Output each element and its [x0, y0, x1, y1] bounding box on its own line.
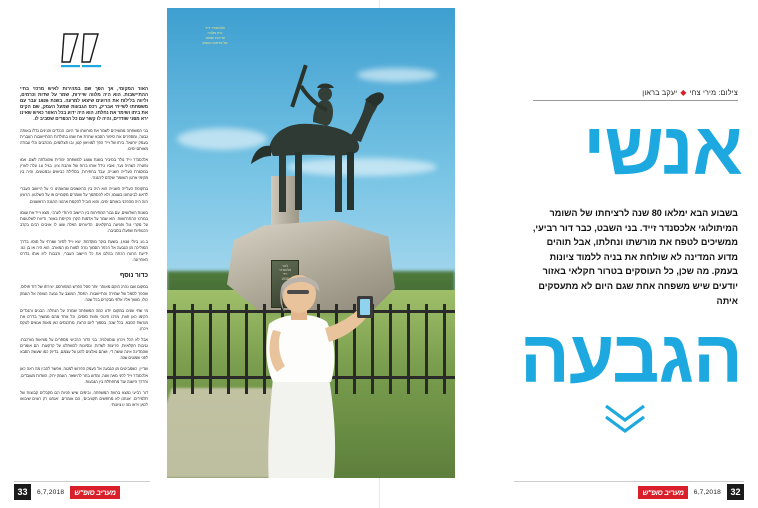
page-number: 32: [727, 484, 744, 500]
body-paragraph: בתקופת העלייה השנייה הוא היה בין הראשונים שהאמינו כי על היישוב העברי לדאוג לביטחונו בעצמו, ולא להסתמך על שומרים מקומיים או על השלטון. הרעיון הזה היה מהפכני באותם ימים, והוא הוביל להקמת ארגוני ההגנה הראשונים.: [20, 186, 148, 204]
fence-picket: [191, 304, 194, 394]
page-title-second-line: הגבעה: [519, 315, 742, 398]
issue-date: 6,7,2018: [693, 488, 721, 496]
plaque-text: לזכר אלכסנדר זייד 1938: [278, 264, 292, 281]
body-paragraph: אלכסנדר זייד נולד בסיביר בשנת 1886 למשפחה יהודית שהוגלתה לשם. אמו נפטרה כשהיה נער, ואביו גידל אותו ברוח של אהבת ציון. בגיל 18 עלה לארץ במסגרת העלייה השנייה, עבד בחפירות, בסלילת כבישים ובמטעים, והיה בין מקימי ארגון 'השומר' שקדם ל'הגנה'.: [20, 156, 149, 181]
page-title: אנשי: [583, 107, 742, 190]
footer-divider: [14, 481, 150, 482]
body-paragraph: בשנות השלושים, עם גבור המתיחות בין היישוב היהודי לערבי, מצא זייד את עצמו במרכז ההתרחשות. הוא שמר על אדמות הקרן הקיימת באזור, ודיווח לשלטונות על מקרי גזל ופגיעה בחקלאים. הדיווחים האלה עשו לו אויבים רבים בקרב הכנופיות שפעלו בסביבה.: [20, 209, 148, 233]
body-paragraph: ועדיין, כשמביטים מן הגבעה אל העמק הפרוש למטה, אפשר להבין מה ראה כאן אלכסנדר זייד לפני מאה שנה, ומדוע בחר להישאר. העמק ירוק, השדות מעובדים, והדרך הישנה עוד מתפתלת בין הגבעות.: [20, 366, 148, 384]
body-paragraph: במקום שבו נהרג הוקם מאוחר יותר פסל הפרש המפורסם, יצירתו של דוד פולוס, שהפך לסמל של שמירה והתיישבות. הפסל, המוצב על גבעה הצופה אל העמק כולו, מושך אליו אלפי מבקרים בכל שנה.: [20, 284, 148, 302]
fence-picket: [209, 304, 212, 394]
body-paragraph: דור רביעי נמצא בחוות המשפחה, ובימים שיש פניות הם מקבלים קבוצות של תלמידים. 'אנחנו לא מחפשים תקציבים', הם אומרים. 'אנחנו רק רוצים שיבואו לכאן ויראו מה זו ציונות'.: [20, 389, 148, 407]
section-subhead: כדור נוסף: [119, 272, 148, 280]
page-number: 33: [14, 484, 31, 500]
fence-picket: [389, 304, 392, 394]
photo-caption: אלכסנדר זייד היה מלווה שיירות ושומר על אדמות העמק: [202, 26, 228, 45]
fence-picket: [425, 304, 428, 394]
issue-date: 6,7,2018: [37, 488, 65, 496]
body-paragraph: האור המקומי, אך הפך שם במהירות לאיש מרכזי בחיי ההתיישבות. הוא היה מלווה שיירות, שמר על שדות וכרמים, וליווה בלילות את הרועים שיצאו למרעה. בשנת 1926 עבר עם משפחתו לשייח' אבריק, רכס הגבעות שמעל העמק, שם הקים את ביתו ושימר את נחלתו. הוא היה ידוע בכל האזור כאיש שאינו ירא מפני שודדים, והיה לו קשר עם כל הכפרים שסביב לו.: [20, 86, 148, 122]
body-paragraph: אבל לא הכל זיכרון ונוסטלגיה. בני הדור הרביעי מספרים על מציאות מורכבת: גניבות חקלאיות, פריצות לשדות, ונסיונות להשתלט על קרקעות. הם אומרים שהמדינה אינה עושה די, ושהם נאלצים להגן על עצמם, בדיוק כמו שעשה הסבא לפני שמונים שנה.: [20, 337, 148, 361]
magazine-logo: מעריב סופ"ש: [70, 486, 119, 499]
equestrian-statue: [239, 52, 389, 228]
fence-picket: [443, 304, 446, 394]
body-paragraph: ב-10 ביולי 1938, בשעת בוקר מוקדמת, יצא זייד לסיור שגרתי על סוסו. בדרך המוליכה מן הגבעה אל הכפר הסמוך נורה למוות מן המארב. הוא היה אז בן 52. ידיעת הרצח הכתה בהלם את כל היישוב העברי, ורבבות ליוו אותו בדרכו האחרונה.: [20, 238, 148, 263]
byline: [538, 88, 738, 97]
author-name: יעקב בראון: [642, 88, 678, 97]
magazine-logo: מעריב סופ"ש: [638, 486, 687, 499]
right-page-footer: [638, 484, 744, 500]
byline-divider: [533, 100, 738, 101]
body-paragraph: מי שחי שנים במקום יודע כמה המשפחה שמרה על הנחלה. הבנים והנכדים הקימו כאן חוות, מרכז חינוכי וחוות סוסים, וכל אחד מהם ממשיך בדרכו את מורשת הסבא. בכל שנה, בסמוך ליום הרצח, מתכנסים כאן מאות אנשים לטקס זיכרון.: [20, 307, 148, 331]
body-text-column: [20, 86, 148, 413]
bullet-icon: ◆: [680, 88, 687, 97]
standfirst: בשבוע הבא ימלאו 80 שנה לרציחתו של השומר המיתולוגי אלכסנדר זייד. בני השבט, כבר דור רביעי, ממשיכים לטפח את מורשתו ונחלתו, אבל תוהים מדוע המדינה לא שולחת את בניה ללמוד ציונות בעמק. מה שכן, כל העוסקים בטרור חקלאי באזור יודעים שיש משפחה אחת שגם היום לא מתעסקים איתה: [532, 208, 738, 306]
double-chevron-down-icon: [604, 404, 646, 434]
woman-photographing: [229, 258, 389, 478]
footer-divider: [514, 481, 744, 482]
body-paragraph: בני המשפחה ממשיכים לשמר את מורשתו עד היום. הנכדים והנינים גדלו באותה גבעה, ומספרים את סיפור הסבא שחרת את שמו בתולדות ההתיישבות העברית בעמק יזרעאל. ביתו של זייד הפך למוזיאון קטן, ובו תצלומים, מכתבים וכלי עבודה מאותם ימים.: [20, 127, 148, 151]
left-page-footer: [14, 484, 120, 500]
fence-picket: [173, 304, 176, 394]
photo-credit: צילום: מירי צחי: [689, 88, 738, 97]
feature-photo: [167, 8, 455, 478]
fence-picket: [407, 304, 410, 394]
quote-mark-icon: [60, 32, 104, 72]
